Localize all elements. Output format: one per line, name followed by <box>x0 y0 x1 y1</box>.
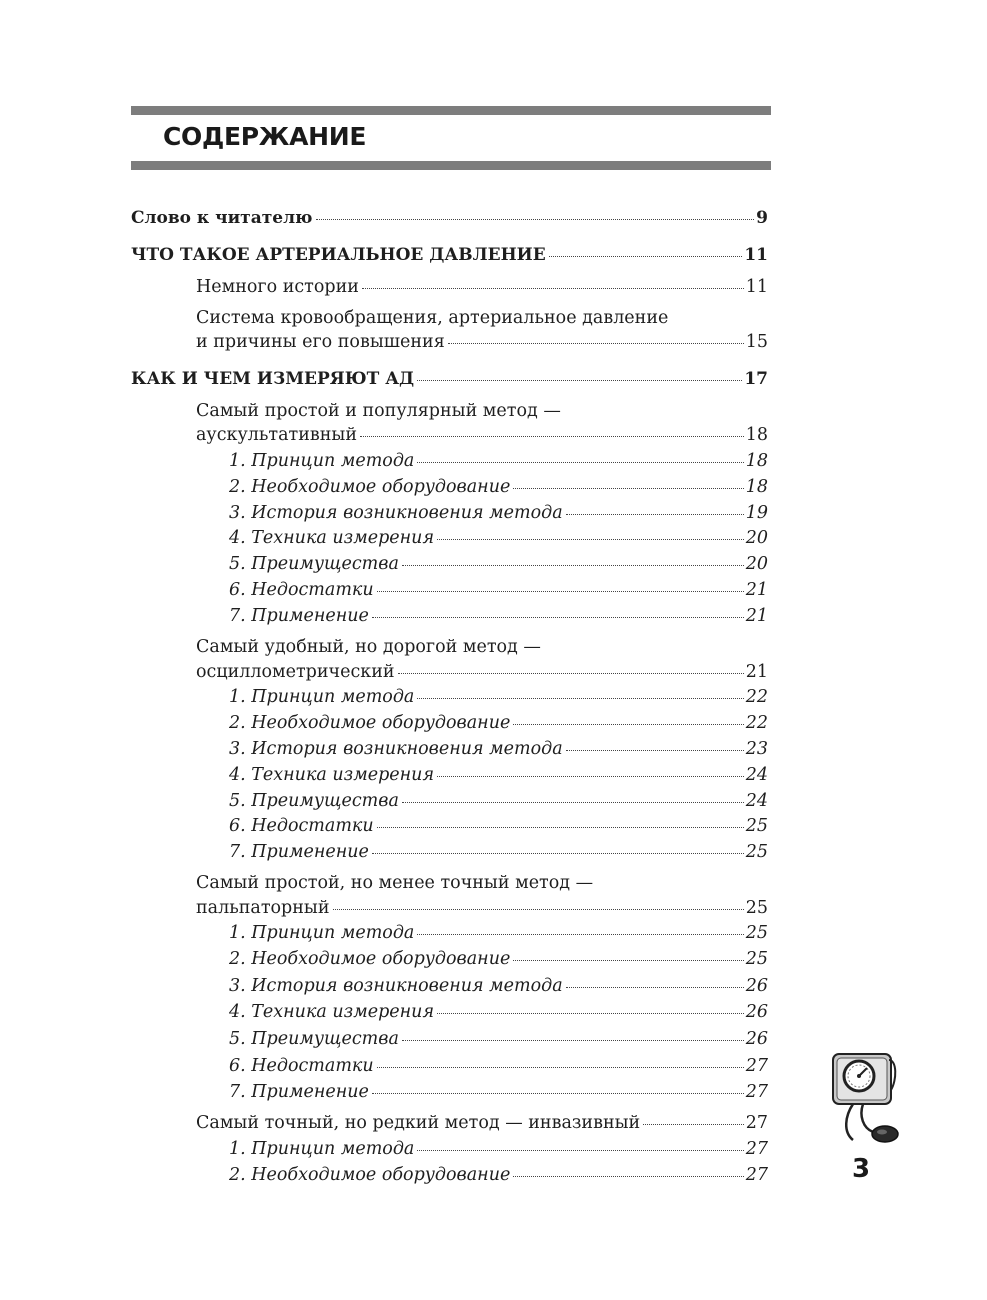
toc-subentry[interactable] <box>229 1164 768 1186</box>
toc-entry-page: 18 <box>745 451 768 471</box>
toc-entry-page: 27 <box>745 1139 768 1159</box>
toc-entry-page: 22 <box>745 687 768 707</box>
toc-entry[interactable] <box>196 424 768 446</box>
toc-leader <box>513 1176 743 1177</box>
toc-leader <box>316 219 755 220</box>
blood-pressure-monitor-icon <box>829 1050 901 1145</box>
toc-leader <box>398 673 744 674</box>
toc-leader <box>417 698 743 699</box>
toc-entry[interactable] <box>196 331 768 353</box>
toc-entry-page: 11 <box>745 277 768 297</box>
toc-section-title: КАК И ЧЕМ ИЗМЕРЯЮТ АД <box>131 369 415 389</box>
toc-leader <box>360 436 744 437</box>
toc-subentry-title: 1. Принцип метода <box>229 923 415 943</box>
toc-entry-page: 27 <box>745 1082 768 1102</box>
toc-entry-page: 19 <box>745 503 768 523</box>
toc-subentry[interactable] <box>229 790 768 812</box>
toc-subentry-title: 7. Применение <box>229 606 369 626</box>
toc-subentry-title: 4. Техника измерения <box>229 528 435 548</box>
toc-subentry[interactable] <box>229 579 768 601</box>
toc-leader <box>362 288 744 289</box>
toc-entry-title: аускультативный <box>196 425 357 445</box>
toc-subentry[interactable] <box>229 948 768 970</box>
toc-leader <box>417 380 742 381</box>
toc-subentry[interactable] <box>229 1081 768 1103</box>
toc-entry-page: 9 <box>756 208 768 228</box>
toc-entry-page: 18 <box>745 425 768 445</box>
toc-leader <box>377 827 744 828</box>
toc-leader <box>402 565 744 566</box>
toc-entry-page: 26 <box>745 1029 768 1049</box>
toc-leader <box>377 1067 744 1068</box>
toc-entry-title: пальпаторный <box>196 898 330 918</box>
toc-subentry[interactable] <box>229 738 768 760</box>
toc-section-title: ЧТО ТАКОЕ АРТЕРИАЛЬНОЕ ДАВЛЕНИЕ <box>131 245 546 265</box>
toc-entry-page: 25 <box>745 949 768 969</box>
toc-entry-page: 20 <box>745 528 768 548</box>
toc-entry-page: 27 <box>745 1056 768 1076</box>
toc-entry-page: 27 <box>745 1113 768 1133</box>
toc-entry-page: 11 <box>744 245 768 265</box>
toc-leader <box>377 591 744 592</box>
toc-subentry-title: 5. Преимущества <box>229 791 399 811</box>
toc-subentry[interactable] <box>229 553 768 575</box>
toc-subentry-title: 3. История возникновения метода <box>229 739 563 759</box>
toc-entry-title-line: Самый удобный, но дорогой метод — <box>196 637 541 657</box>
toc-subentry-title: 5. Преимущества <box>229 1029 399 1049</box>
toc-leader <box>417 1150 743 1151</box>
toc-subentry[interactable] <box>229 502 768 524</box>
toc-entry-page: 21 <box>745 580 768 600</box>
toc-entry-page: 22 <box>745 713 768 733</box>
toc-subentry-title: 2. Необходимое оборудование <box>229 949 511 969</box>
toc-entry-page: 25 <box>745 923 768 943</box>
toc-leader <box>402 802 744 803</box>
page-title: СОДЕРЖАНИЕ <box>163 122 367 151</box>
toc-leader <box>372 853 744 854</box>
toc-entry-title: Самый точный, но редкий метод — инвазивный <box>196 1113 641 1133</box>
toc-entry-page: 23 <box>745 739 768 759</box>
toc-entry-page: 17 <box>744 369 768 389</box>
toc-entry-page: 15 <box>745 332 768 352</box>
toc-leader <box>437 1013 744 1014</box>
toc-entry-page: 24 <box>745 765 768 785</box>
toc-leader <box>513 960 743 961</box>
toc-leader <box>333 909 744 910</box>
toc-subentry-title: 6. Недостатки <box>229 816 374 836</box>
toc-entry[interactable] <box>196 661 768 683</box>
toc-subentry-title: 7. Применение <box>229 1082 369 1102</box>
toc-entry-title-line: Система кровообращения, артериальное давление <box>196 308 669 328</box>
toc-leader <box>566 514 744 515</box>
toc-subentry[interactable] <box>229 815 768 837</box>
toc-subentry-title: 4. Техника измерения <box>229 765 435 785</box>
toc-leader <box>417 934 743 935</box>
toc-subentry-title: 2. Необходимое оборудование <box>229 713 511 733</box>
toc-entry-page: 25 <box>745 842 768 862</box>
toc-entry[interactable] <box>196 897 768 919</box>
toc-subentry[interactable] <box>229 975 768 997</box>
toc-subentry[interactable] <box>229 450 768 472</box>
toc-subentry[interactable] <box>229 476 768 498</box>
toc-leader <box>402 1040 744 1041</box>
toc-subentry-title: 3. История возникновения метода <box>229 503 563 523</box>
toc-section[interactable] <box>131 368 768 390</box>
toc-leader <box>566 750 744 751</box>
toc-subentry[interactable] <box>229 922 768 944</box>
toc-entry-title-line: Самый простой и популярный метод — <box>196 401 561 421</box>
toc-entry[interactable] <box>131 207 768 229</box>
toc-leader <box>513 724 743 725</box>
toc-entry-title: осциллометрический <box>196 662 395 682</box>
toc-subentry-title: 2. Необходимое оборудование <box>229 1165 511 1185</box>
toc-leader <box>566 987 744 988</box>
toc-entry-title: Слово к читателю <box>131 208 313 228</box>
page-number: 3 <box>852 1154 871 1184</box>
toc-entry-page: 26 <box>745 1002 768 1022</box>
toc-subentry-title: 1. Принцип метода <box>229 687 415 707</box>
toc-subentry-title: 5. Преимущества <box>229 554 399 574</box>
toc-entry-page: 21 <box>745 606 768 626</box>
toc-subentry[interactable] <box>229 841 768 863</box>
toc-subentry-title: 1. Принцип метода <box>229 1139 415 1159</box>
toc-subentry[interactable] <box>229 1055 768 1077</box>
toc-subentry-title: 4. Техника измерения <box>229 1002 435 1022</box>
toc-entry-page: 21 <box>745 662 768 682</box>
toc-section[interactable] <box>131 244 768 266</box>
toc-subentry-title: 6. Недостатки <box>229 1056 374 1076</box>
toc-subentry[interactable] <box>229 605 768 627</box>
toc-entry-page: 26 <box>745 976 768 996</box>
toc-leader <box>549 256 743 257</box>
toc-subentry[interactable] <box>229 1028 768 1050</box>
toc-entry-title-line: Самый простой, но менее точный метод — <box>196 873 594 893</box>
toc-entry-page: 27 <box>745 1165 768 1185</box>
toc-subentry[interactable] <box>229 1138 768 1160</box>
toc-leader <box>513 488 743 489</box>
toc-entry-page: 25 <box>745 816 768 836</box>
toc-subentry[interactable] <box>229 686 768 708</box>
toc-entry-page: 24 <box>745 791 768 811</box>
toc-subentry-title: 1. Принцип метода <box>229 451 415 471</box>
toc-leader <box>437 776 744 777</box>
toc-entry-page: 25 <box>745 898 768 918</box>
toc-subentry-title: 6. Недостатки <box>229 580 374 600</box>
toc-entry-title: Немного истории <box>196 277 359 297</box>
toc-entry-page: 20 <box>745 554 768 574</box>
toc-subentry[interactable] <box>229 712 768 734</box>
toc-subentry-title: 3. История возникновения метода <box>229 976 563 996</box>
toc-leader <box>372 617 744 618</box>
toc-entry[interactable] <box>196 1112 768 1134</box>
toc-entry[interactable] <box>196 276 768 298</box>
toc-entry-title: и причины его повышения <box>196 332 445 352</box>
toc-subentry-title: 2. Необходимое оборудование <box>229 477 511 497</box>
toc-leader <box>643 1124 744 1125</box>
toc-entry-page: 18 <box>745 477 768 497</box>
toc-leader <box>437 539 744 540</box>
toc-leader <box>448 343 744 344</box>
toc-subentry-title: 7. Применение <box>229 842 369 862</box>
toc-subentry[interactable] <box>229 527 768 549</box>
toc-leader <box>372 1093 744 1094</box>
toc-leader <box>417 462 743 463</box>
toc-subentry[interactable] <box>229 1001 768 1023</box>
toc-subentry[interactable] <box>229 764 768 786</box>
